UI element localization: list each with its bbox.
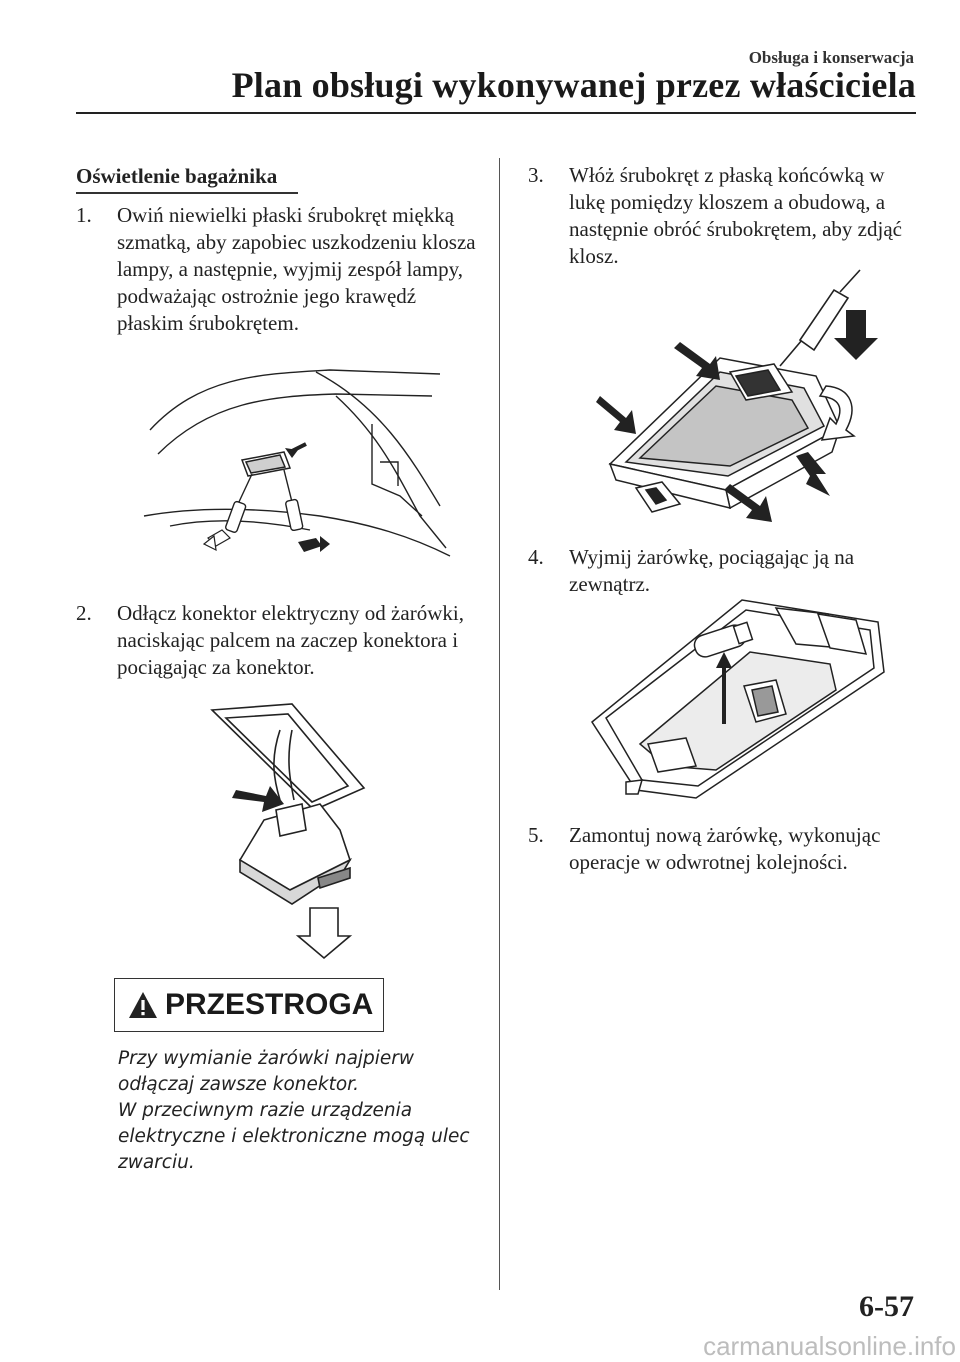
step-number: 5.	[528, 823, 544, 847]
step-text: Włóż śrubokręt z płaską końcówką w lukę pomiędzy kloszem a obudową, a następnie obróć śrubokrętem, aby zdjąć klosz.	[569, 163, 902, 268]
caution-title: PRZESTROGA	[165, 988, 374, 1021]
step-4	[528, 544, 918, 598]
watermark: carmanualsonline.info	[703, 1331, 956, 1361]
step-2	[76, 600, 480, 681]
column-divider	[499, 158, 500, 1290]
step-number: 2.	[76, 601, 92, 625]
step-3	[528, 162, 918, 270]
caution-text	[118, 1046, 488, 1176]
step-5	[528, 822, 918, 876]
header-rule	[76, 112, 916, 114]
step-text: Zamontuj nową żarówkę, wykonując operacje w odwrotnej kolejności.	[569, 823, 881, 874]
warning-icon	[127, 990, 159, 1020]
subheading-underline	[76, 192, 298, 194]
step-text: Owiń niewielki płaski śrubokręt miękką szmatką, aby zapobiec uszkodzeniu klosza lampy, a następnie, wyjmij zespół lampy, podważając ostrożnie jego krawędź płaskim śrubokrętem.	[117, 203, 476, 335]
caution-line: Przy wymianie żarówki najpierw	[118, 1048, 415, 1069]
step-number: 4.	[528, 545, 544, 569]
caution-box	[114, 978, 384, 1032]
step-text: Odłącz konektor elektryczny od żarówki, naciskając palcem na zaczep konektora i pociągając za konektor.	[117, 601, 464, 679]
lamp-unit	[242, 452, 290, 476]
figure-connector-removal	[200, 700, 380, 962]
figure-lamp-removal	[140, 366, 460, 566]
step-text: Wyjmij żarówkę, pociągając ją na zewnątrz.	[569, 545, 855, 596]
step-number: 3.	[528, 163, 544, 187]
caution-line: W przeciwnym razie urządzenia	[118, 1100, 413, 1121]
step-1	[76, 202, 480, 337]
caution-line: elektryczne i elektroniczne mogą ulec	[118, 1126, 470, 1147]
page-number: 6-57	[859, 1290, 914, 1323]
figure-bulb-removal	[586, 594, 888, 808]
subheading: Oświetlenie bagażnika	[76, 164, 278, 188]
caution-line: odłączaj zawsze konektor.	[118, 1074, 359, 1095]
section-name: Obsługa i konserwacja	[748, 48, 914, 67]
caution-line: zwarciu.	[118, 1152, 195, 1173]
page-title: Plan obsługi wykonywanej przez właściciela	[231, 65, 916, 105]
figure-lens-removal	[596, 268, 886, 530]
step-number: 1.	[76, 203, 92, 227]
